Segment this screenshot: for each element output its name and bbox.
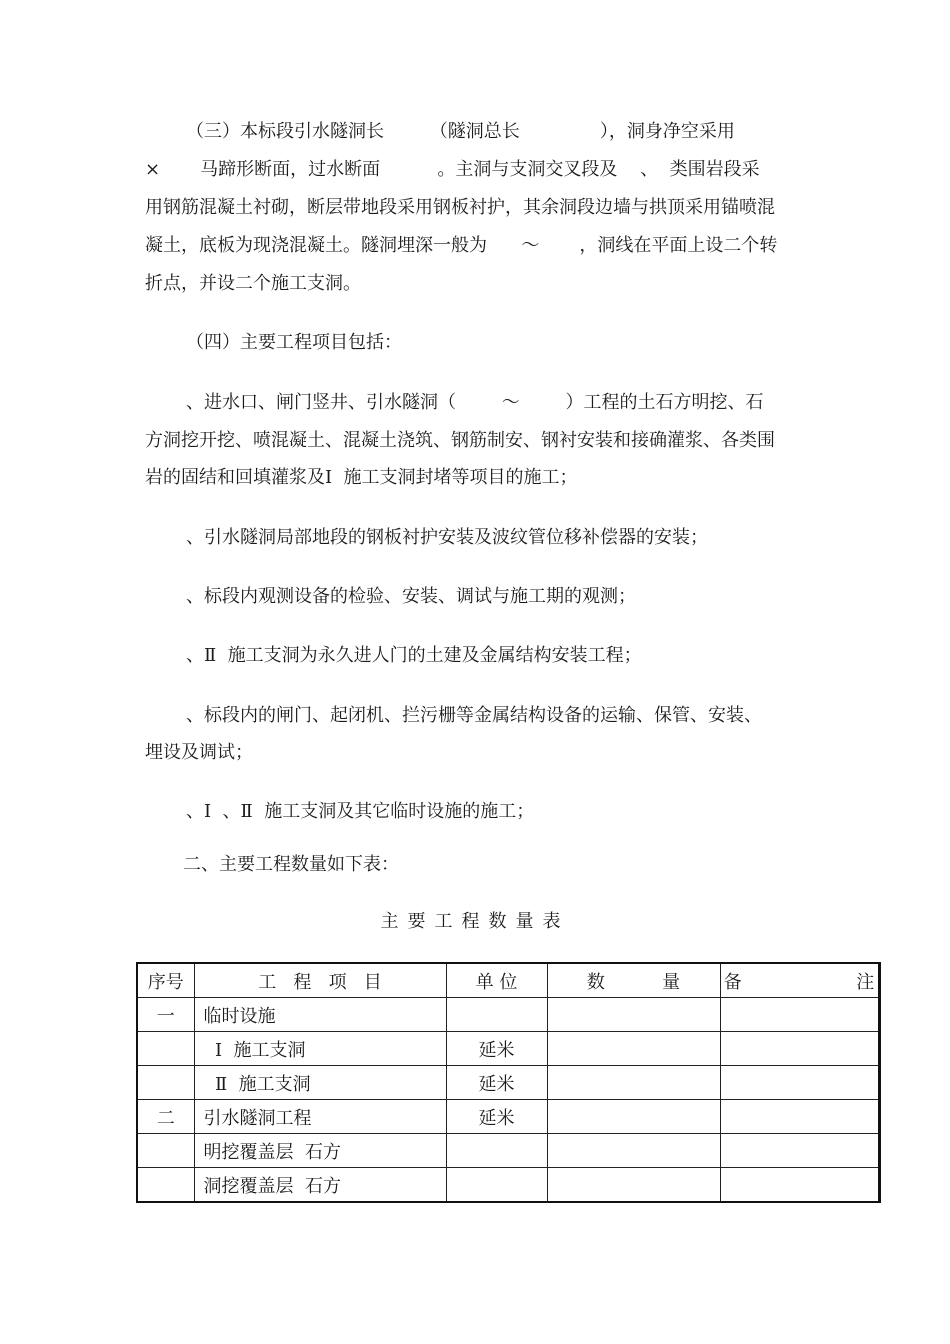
cell-seq [137, 1032, 194, 1066]
paragraph-3-line-1: （三）本标段引水隧洞长 （隧洞总长 ），洞身净空采用 [186, 121, 735, 142]
table-row [137, 1134, 879, 1168]
cell-item: 洞挖覆盖层 石方 [194, 1168, 446, 1203]
item-5-line-2: 埋设及调试； [145, 742, 253, 763]
cell-qty [547, 1066, 720, 1100]
cell-qty [547, 1032, 720, 1066]
table-row [137, 998, 879, 1032]
table-row [137, 1066, 879, 1100]
cell-seq [137, 1066, 194, 1100]
paragraph-3-line-3: 用钢筋混凝土衬砌，断层带地段采用钢板衬护，其余洞段边墙与拱顶采用锚喷混 [145, 197, 775, 218]
cell-remark [720, 1066, 879, 1100]
table-row [137, 1100, 879, 1134]
cell-remark [720, 1100, 879, 1134]
cell-unit: 延米 [446, 1066, 547, 1100]
table-row [137, 1168, 879, 1203]
paragraph-4-heading: （四）主要工程项目包括： [186, 332, 402, 353]
cell-remark [720, 998, 879, 1032]
item-6-line-1: 、Ⅰ 、Ⅱ 施工支洞及其它临时设施的施工； [186, 801, 535, 822]
cell-qty [547, 1100, 720, 1134]
item-1-line-1: 、进水口、闸门竖井、引水隧洞（ ～ ）工程的土石方明挖、石 [186, 392, 764, 413]
cell-qty [547, 998, 720, 1032]
cell-item: Ⅱ 施工支洞 [194, 1066, 446, 1100]
item-2-line-1: 、引水隧洞局部地段的钢板衬护安装及波纹管位移补偿器的安装； [186, 527, 708, 548]
cell-remark [720, 1032, 879, 1066]
cell-qty [547, 1168, 720, 1203]
cell-unit: 延米 [446, 1032, 547, 1066]
cell-item: 临时设施 [194, 998, 446, 1032]
table-row [137, 1032, 879, 1066]
cell-remark [720, 1134, 879, 1168]
header-item: 工 程 项 目 [194, 963, 446, 998]
item-3-line-1: 、标段内观测设备的检验、安装、调试与施工期的观测； [186, 586, 636, 607]
item-5-line-1: 、标段内的闸门、起闭机、拦污栅等金属结构设备的运输、保管、安装、 [186, 705, 762, 726]
cell-item: 引水隧洞工程 [194, 1100, 446, 1134]
cell-unit: 延米 [446, 1100, 547, 1134]
paragraph-3-line-5: 折点，并设二个施工支洞。 [145, 273, 361, 294]
cell-seq [137, 1134, 194, 1168]
item-1-line-2: 方洞挖开挖、喷混凝土、混凝土浇筑、钢筋制安、钢衬安装和接确灌浆、各类围 [145, 430, 775, 451]
header-seq: 序号 [137, 963, 194, 998]
header-qty: 数 量 [547, 963, 720, 998]
cell-qty [547, 1134, 720, 1168]
table-title: 主要工程数量表 [380, 911, 570, 932]
paragraph-3-line-4: 凝土，底板为现浇混凝土。隧洞埋深一般为 ～ ，洞线在平面上设二个转 [145, 235, 778, 256]
cell-unit [446, 1168, 547, 1203]
cell-item: Ⅰ 施工支洞 [194, 1032, 446, 1066]
cell-unit [446, 998, 547, 1032]
header-unit: 单 位 [446, 963, 547, 998]
cell-seq: 二 [137, 1100, 194, 1134]
table-header-row [137, 963, 879, 998]
paragraph-3-line-2: × 马蹄形断面，过水断面 。主洞与支洞交叉段及 、 类围岩段采 [145, 159, 760, 180]
header-remark: 备 注 [720, 963, 879, 998]
cell-remark [720, 1168, 879, 1203]
cell-unit [446, 1134, 547, 1168]
cell-seq [137, 1168, 194, 1203]
section-2-heading: 二、主要工程数量如下表： [183, 854, 399, 875]
cell-seq: 一 [137, 998, 194, 1032]
cell-item: 明挖覆盖层 石方 [194, 1134, 446, 1168]
item-1-line-3: 岩的固结和回填灌浆及Ⅰ 施工支洞封堵等项目的施工； [145, 467, 578, 488]
quantity-table [136, 962, 881, 1203]
item-4-line-1: 、Ⅱ 施工支洞为永久进人门的土建及金属结构安装工程； [186, 645, 642, 666]
